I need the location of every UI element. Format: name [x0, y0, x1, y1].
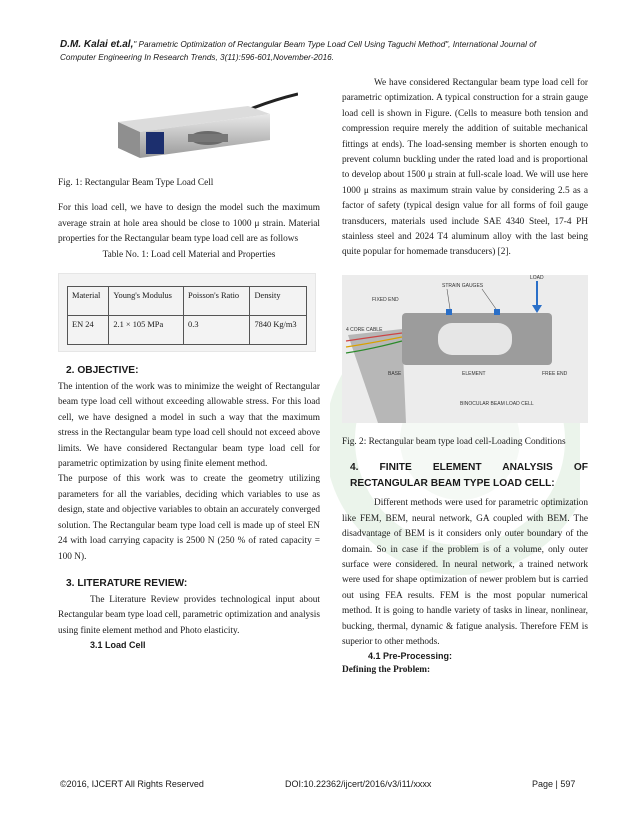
fig2-caption: Fig. 2: Rectangular beam type load cell-Loading Conditions: [342, 436, 566, 447]
label-free-end: FREE END: [542, 370, 568, 377]
footer-page: Page | 597: [532, 779, 576, 789]
td-youngs: 2.1 × 105 MPa: [109, 316, 184, 345]
fig1-caption: Fig. 1: Rectangular Beam Type Load Cell: [58, 178, 214, 188]
right-column: [342, 76, 588, 679]
label-base: BASE: [388, 370, 402, 377]
label-fixed-end: FIXED END: [372, 296, 399, 303]
label-cable: 4 CORE CABLE: [346, 326, 383, 333]
right-paragraph-1: We have considered Rectangular beam type load cell for parametric optimization. A typical construction for a strain gauge load cell is shown in Figure. (Cells to measure both tension and compression require merely the addition of suitable mechanical fittings at ends). The load-sensing member is shorten enough to prevent column buckling under the rated load and is proportional to develop about 1500 μ strain at full-scale load. We will use here 1000 μ strains as maximum strain value by considering 2.5 as a factor of safety (typical design value for all forms of foil gauge transducers, materials used include SAE 4340 Steel, 17-4 PH stainless steel and 2024 T4 aluminum alloy with the last being quite popular for homemade transducers) [2].: [342, 78, 588, 258]
label-element: ELEMENT: [462, 370, 486, 377]
material-table: [67, 286, 307, 345]
td-poisson: 0.3: [184, 316, 250, 345]
header-citation-1: " Parametric Optimization of Rectangular Beam Type Load Cell Using Taguchi Method", International Journal of: [133, 40, 537, 49]
table-row: [68, 316, 307, 345]
load-cell-photo: [98, 92, 298, 162]
load-cell-subheading: 3.1 Load Cell: [90, 640, 146, 651]
td-density: 7840 Kg/m3: [250, 316, 307, 345]
footer-doi: DOI:10.22362/ijcert/2016/v3/i11/xxxx: [285, 779, 432, 789]
fea-paragraph: Different methods were used for parametric optimization like FEM, BEM, neural network, GA coupled with BEM. The disadvantage of BEM is it considers only outer boundary of the domain. So in case if the problem is of a volume, only outer surface were considered. In neural network, a trained network were used for shape optimization of newer problem but is carried out using FEA results. FEM is the most popular numerical method. It is going to handle variety of tasks in linear, nonlinear, bucking, thermal, dynamic & fatigue analysis. Therefore FEM is superior to other methods.: [342, 498, 588, 647]
footer-copyright: ©2016, IJCERT All Rights Reserved: [60, 779, 204, 789]
running-header: [60, 38, 600, 64]
header-citation-2: Computer Engineering In Research Trends, 3(11):596-601,November-2016.: [60, 53, 334, 62]
literature-heading: 3. LITERATURE REVIEW:: [66, 577, 188, 589]
label-binocular: BINOCULAR BEAM LOAD CELL: [460, 400, 534, 407]
label-strain-gauges: STRAIN GAUGES: [442, 282, 484, 289]
td-material: EN 24: [68, 316, 109, 345]
loading-diagram: [342, 275, 588, 423]
th-poisson: Poisson's Ratio: [184, 287, 250, 316]
th-density: Density: [250, 287, 307, 316]
table-caption: Table No. 1: Load cell Material and Properties: [102, 249, 276, 260]
intro-paragraph: For this load cell, we have to design the model such the maximum average strain at hole area should be close to 1000 μ strain. Material properties for the Rectangular beam type load cell are as follows: [58, 203, 320, 245]
th-material: Material: [68, 287, 109, 316]
defining-problem: Defining the Problem:: [342, 665, 431, 676]
header-author: D.M. Kalai et.al,: [60, 39, 134, 50]
literature-paragraph: The Literature Review provides technological input about Rectangular beam type load cell, parametric optimization and analysis using finite element method and Photo elasticity.: [58, 594, 320, 636]
th-youngs: Young's Modulus: [109, 287, 184, 316]
material-table-figure: [58, 273, 316, 352]
objective-heading: 2. OBJECTIVE:: [66, 365, 139, 377]
objective-paragraph-1: The intention of the work was to minimize the weight of Rectangular beam type load cell without exceeding allowable stress. For this load cell, we have designed a model in such a way that the maximum stress in the Rectangular beam type load cell should not exceed above limits. We have considered Rectangular beam type load cell for parametric optimization by using finite element method.: [58, 382, 320, 470]
left-column: [58, 92, 320, 652]
label-load: LOAD: [530, 274, 544, 281]
preprocessing-subheading: 4.1 Pre-Processing:: [368, 651, 453, 662]
table-header-row: [68, 287, 307, 316]
objective-paragraph-2: The purpose of this work was to create the geometry utilizing parameters for all the variables, deciding which variables to use as design, state and objective variables to obtain an accurately converged solution. The Rectangular beam type load cell is made up of steel EN 24 with load carrying capacity is 2500 N (250 % of rated capacity = 100 N).: [58, 474, 320, 562]
fea-heading: 4. FINITE ELEMENT ANALYSIS OF RECTANGULAR BEAM TYPE LOAD CELL:: [350, 462, 588, 490]
